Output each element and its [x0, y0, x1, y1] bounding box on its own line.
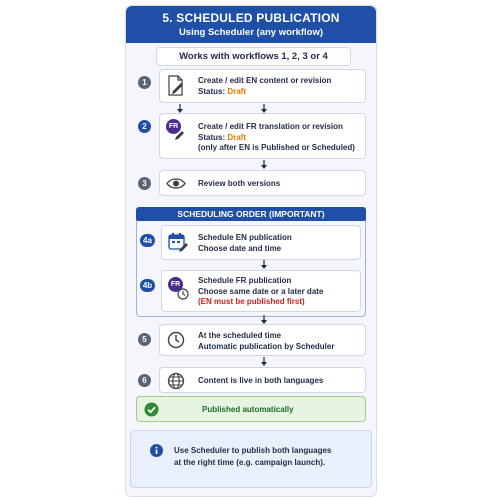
step-4a-box: [161, 225, 361, 260]
step-4a-line1: Schedule EN publication: [198, 233, 292, 242]
step-4a-line2: Choose date and time: [198, 243, 282, 253]
step-2-badge: 2: [138, 120, 151, 133]
step-3-text: [198, 179, 280, 190]
step-6-box: [159, 367, 366, 393]
step-4b-warning: (EN must be published first): [198, 297, 305, 306]
step-5-badge: 5: [138, 333, 151, 346]
info-line1: Use Scheduler to publish both languages: [174, 446, 332, 455]
step-1-status-value: Draft: [227, 86, 247, 96]
panel-subtitle: Using Scheduler (any workflow): [178, 27, 324, 38]
step-3-box: [159, 170, 366, 196]
step-1-line1: Create / edit EN content or revision: [198, 76, 332, 85]
calendar-edit-icon: [168, 232, 190, 254]
eye-icon: [166, 177, 186, 190]
scheduled-publication-panel: [125, 5, 377, 497]
step-1-status-label: Status:: [198, 86, 228, 96]
globe-icon: [167, 372, 185, 390]
step-6-text: [198, 376, 323, 387]
step-5-line2: Automatic publication by Scheduler: [198, 341, 335, 351]
fr-badge: FR: [168, 277, 183, 292]
step-4a-text: [198, 233, 292, 254]
step-5-text: [198, 331, 334, 352]
published-result: [136, 396, 366, 422]
panel-header: [126, 6, 376, 43]
step-2-status-label: Status:: [198, 132, 228, 142]
step-4b-text: [198, 276, 323, 308]
published-result-label: Published automatically: [202, 405, 294, 414]
arrow-down-icon: [260, 357, 268, 367]
step-3-line1: Review both versions: [198, 179, 281, 188]
fr-badge: FR: [166, 119, 181, 134]
scheduling-order-header: SCHEDULING ORDER (IMPORTANT): [136, 207, 366, 221]
step-2-box: [159, 113, 366, 159]
fr-edit-icon: [166, 119, 186, 141]
clock-icon: [167, 331, 185, 349]
step-4b-box: [161, 270, 361, 312]
step-1-badge: 1: [138, 76, 151, 89]
info-line2: at the right time (e.g. campaign launch).: [174, 458, 326, 467]
step-4b-badge: 4b: [140, 279, 155, 292]
info-text: [174, 445, 354, 469]
info-note: [130, 430, 372, 488]
step-2-line1: Create / edit FR translation or revision: [198, 122, 343, 131]
arrow-down-icon: [260, 260, 268, 270]
step-4b-line1: Schedule FR publication: [198, 276, 292, 285]
step-4b-line2: Choose same date or a later date: [198, 286, 324, 296]
clock-icon: [177, 288, 189, 300]
step-3-badge: 3: [138, 177, 151, 190]
step-2-line3: (only after EN is Published or Scheduled): [198, 143, 355, 152]
document-edit-icon: [166, 75, 186, 97]
step-1-text: [198, 76, 331, 97]
step-5-box: [159, 324, 366, 356]
step-6-line1: Content is live in both languages: [198, 376, 324, 385]
step-1-status: [198, 87, 331, 98]
info-icon: [150, 444, 163, 457]
step-6-badge: 6: [138, 374, 151, 387]
step-4a-badge: 4a: [140, 234, 155, 247]
arrow-down-icon: [260, 160, 268, 170]
step-2-status: [198, 133, 355, 144]
workflows-note: Works with workflows 1, 2, 3 or 4: [156, 47, 351, 66]
panel-title: 5. SCHEDULED PUBLICATION: [162, 11, 340, 25]
step-5-line1: At the scheduled time: [198, 331, 282, 340]
step-1-box: [159, 69, 366, 103]
step-2-text: [198, 122, 355, 154]
step-2-status-value: Draft: [227, 132, 247, 142]
fr-clock-icon: [168, 277, 190, 301]
pencil-icon: [174, 129, 186, 141]
check-circle-icon: [144, 402, 159, 417]
